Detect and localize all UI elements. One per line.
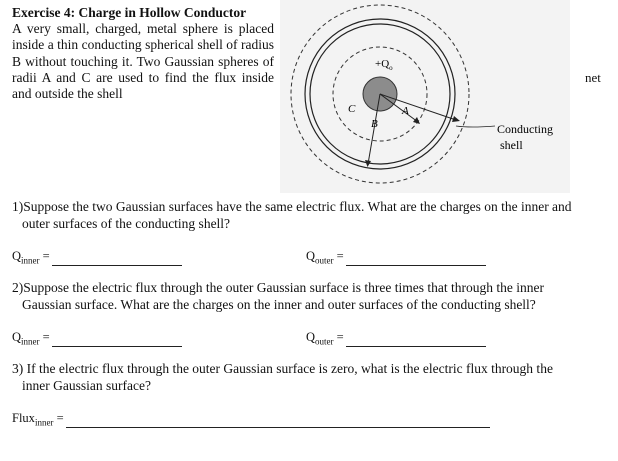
- q1-inner-charge-field[interactable]: [12, 249, 182, 266]
- q2-inner-answer-line[interactable]: [52, 334, 182, 347]
- q1-outer-charge-field[interactable]: [306, 249, 486, 266]
- label-c: C: [348, 103, 356, 115]
- side-word: net: [585, 70, 601, 85]
- shell-diagram: [280, 0, 570, 193]
- q2-inner-label: $Q_{inner}$ =: [12, 330, 50, 347]
- exercise-intro: A very small, charged, metal sphere is placed inside a thin conducting spherical shell of radius B without touching it. Two Gaussian spheres of radii A and C are used to find the flux inside and outside the shell: [12, 21, 274, 102]
- q1-inner-answer-line[interactable]: [52, 253, 182, 266]
- question-3-line2: inner Gaussian surface?: [22, 377, 151, 393]
- charge-label: $+Q_o$: [375, 58, 393, 72]
- question-2-line2: Gaussian surface. What are the charges on the inner and outer surfaces of the conducting shell?: [22, 296, 536, 312]
- question-1: [12, 199, 607, 232]
- q2-outer-label: $Q_{outer}$ =: [306, 330, 344, 347]
- shell-label-line1: Conducting: [497, 122, 553, 136]
- question-1-line1: 1)Suppose the two Gaussian surfaces have the same electric flux. What are the charges on the inner and: [12, 199, 572, 214]
- label-b: B: [371, 118, 378, 130]
- q2-inner-charge-field[interactable]: [12, 330, 182, 347]
- exercise-title: Exercise 4: Charge in Hollow Conductor: [12, 5, 247, 20]
- shell-label-line2: shell: [500, 138, 523, 152]
- q1-outer-answer-line[interactable]: [346, 253, 486, 266]
- label-a: A: [402, 105, 409, 117]
- q3-inner-flux-field[interactable]: [12, 411, 490, 428]
- question-3: [12, 361, 607, 394]
- q1-inner-label: $Q_{inner}$ =: [12, 249, 50, 266]
- question-2-line1: 2)Suppose the electric flux through the outer Gaussian surface is three times that through the inner: [12, 280, 544, 295]
- question-1-line2: outer surfaces of the conducting shell?: [22, 215, 231, 231]
- q3-flux-label: Flux$_{inner}$ =: [12, 411, 64, 428]
- q2-outer-answer-line[interactable]: [346, 334, 486, 347]
- q3-flux-answer-line[interactable]: [66, 415, 490, 428]
- q2-outer-charge-field[interactable]: [306, 330, 486, 347]
- question-3-line1: 3) If the electric flux through the outer Gaussian surface is zero, what is the electric flux through the: [12, 361, 553, 376]
- q1-outer-label: $Q_{outer}$ =: [306, 249, 344, 266]
- question-2: [12, 280, 607, 313]
